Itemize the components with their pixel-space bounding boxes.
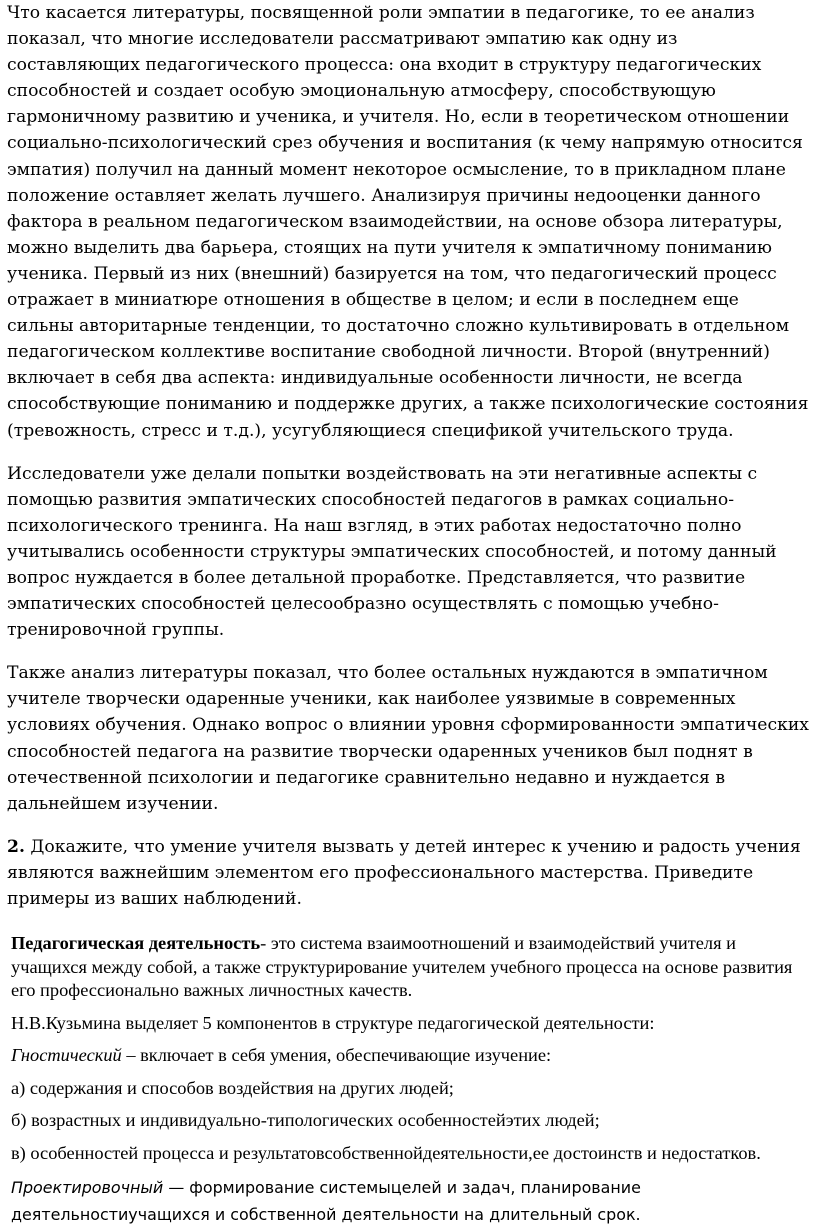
pedagogical-activity-section (7, 932, 809, 1228)
gnostic-term: Гностический (11, 1045, 122, 1066)
design-term: Проектировочный (11, 1178, 164, 1198)
definition-paragraph (11, 932, 809, 1003)
list-item-b: б) возрастных и индивидуально-типологических особенностейэтих людей; (11, 1110, 600, 1131)
gnostic-paragraph (11, 1044, 809, 1068)
paragraph-researchers-attempts: Исследователи уже делали попытки воздействовать на эти негативные аспекты с помощью развития эмпатических способностей педагогов в рамках социально-психологического тренинга. На наш взгляд, в этих работах недостаточно полно учитывались особенности структуры эмпатических способностей, и потому данный вопрос нуждается в более детальной проработке. Представляется, что развитие эмпатических способностей целесообразно осуществлять с помощью учебно-тренировочной группы. (7, 463, 777, 641)
design-text: — формирование системыцелей и задач, планирование деятельностиучащихся и собственной деятельности на длительный срок. (11, 1178, 641, 1225)
kuzmina-paragraph: Н.В.Кузьмина выделяет 5 компонентов в структуре педагогической деятельности: (11, 1012, 655, 1033)
gnostic-text: – включает в себя умения, обеспечивающие изучение: (121, 1045, 552, 1066)
question-2 (7, 834, 809, 912)
question-text: Докажите, что умение учителя вызвать у детей интерес к учению и радость учения являются важнейшим элементом его профессионального мастерства. Приведите примеры из ваших наблюдений. (7, 836, 801, 909)
list-item-a: а) содержания и способов воздействия на других людей; (11, 1077, 454, 1098)
design-paragraph (11, 1174, 809, 1228)
question-number: 2. (7, 836, 25, 857)
definition-text: - это система взаимоотношений и взаимодействий учителя и учащихся между собой, а также структурирование учителем учебного процесса на основе развития его профессионально важных личностных качеств. (11, 933, 793, 1001)
definition-term: Педагогическая деятельность (11, 933, 261, 954)
paragraph-gifted-students: Также анализ литературы показал, что более остальных нуждаются в эмпатичном учителе творчески одаренные ученики, как наиболее уязвимые в современных условиях обучения. Однако вопрос о влиянии уровня сформированности эмпатических способностей педагога на развитие творчески одаренных учеников был поднят в отечественной психологии и педагогике сравнительно недавно и нуждается в дальнейшем изучении. (7, 663, 809, 814)
list-item-c: в) особенностей процесса и результатовсобственнойдеятельности,ее достоинств и недостатков. (11, 1142, 761, 1163)
document-page (7, 0, 809, 1228)
paragraph-empathy-literature: Что касается литературы, посвященной роли эмпатии в педагогике, то ее анализ показал, что многие исследователи рассматривают эмпатию как одну из составляющих педагогического процесса: она входит в структуру педагогических способностей и создает особую эмоциональную атмосферу, способствующую гармоничному развитию и ученика, и учителя. Но, если в теоретическом отношении социально-психологический срез обучения и воспитания (к чему напрямую относится эмпатия) получил на данный момент некоторое осмысление, то в прикладном плане положение оставляет желать лучшего. Анализируя причины недооценки данного фактора в реальном педагогическом взаимодействии, на основе обзора литературы, можно выделить два барьера, стоящих на пути учителя к эмпатичному пониманию ученика. Первый из них (внешний) базируется на том, что педагогический процесс отражает в миниатюре отношения в обществе в целом; и если в последнем еще сильны авторитарные тенденции, то достаточно сложно культивировать в отдельном педагогическом коллективе воспитание свободной личности. Второй (внутренний) включает в себя два аспекта: индивидуальные особенности личности, не всегда способствующие пониманию и поддержке других, а также психологические состояния (тревожность, стресс и т.д.), усугубляющиеся спецификой учительского труда. (7, 3, 809, 441)
